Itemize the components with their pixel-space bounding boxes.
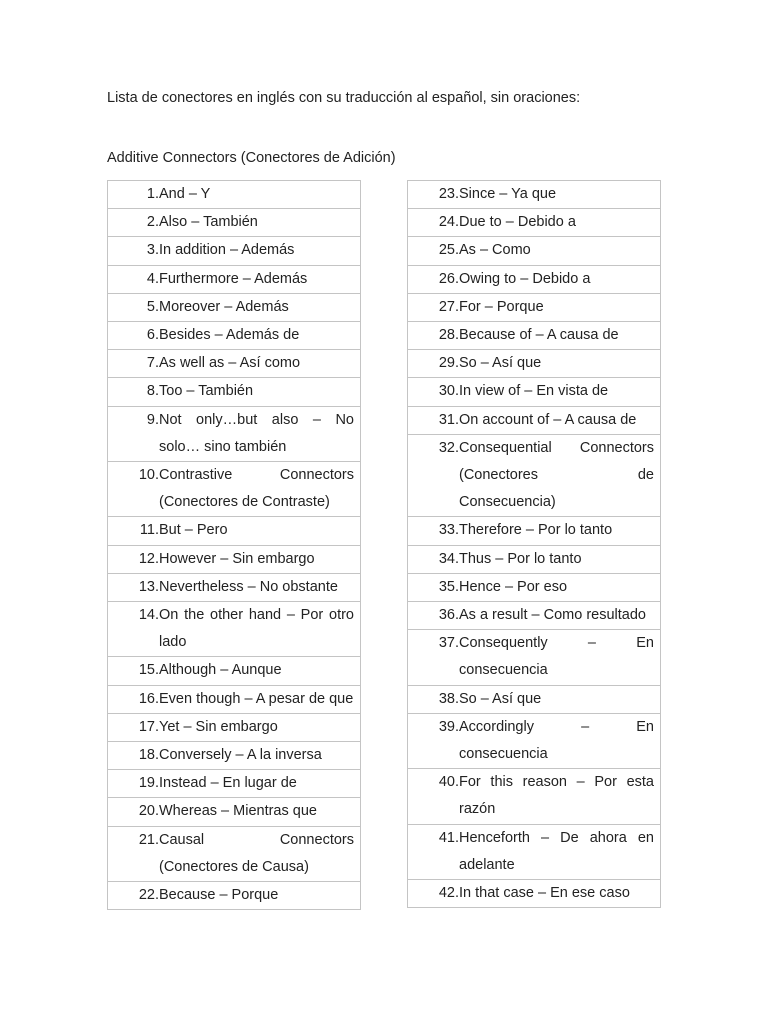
item-text: On the other hand – Por otro lado [159,607,354,651]
item-text: Since – Ya que [459,186,557,202]
item-number: 5. [146,298,159,315]
item-text: As a result – Como resultado [459,607,646,624]
item-number: 17. [138,718,159,735]
list-item [108,322,360,350]
list-item [108,714,360,742]
item-text: Due to – Debido a [459,214,576,231]
item-text: Thus – Por lo tanto [459,550,582,567]
list-item [408,546,660,574]
item-text: Not only…but also – No solo… sino también [159,411,354,455]
item-number: 33. [438,522,459,539]
list-item [108,209,360,237]
item-text: For this reason – Por esta razón [459,774,654,818]
list-item [408,266,660,294]
list-item [408,181,660,209]
list-item [108,686,360,714]
item-number: 42. [438,885,459,902]
item-number: 4. [146,270,159,287]
item-number: 8. [146,383,159,400]
item-number: 2. [146,214,159,231]
item-text: Because of – A causa de [459,327,619,344]
section-title: Additive Connectors (Conectores de Adición) [107,150,396,166]
item-number: 26. [438,270,459,287]
item-number: 25. [438,242,459,259]
item-text: Too – También [159,383,254,400]
list-item [108,602,360,657]
item-number: 19. [138,775,159,792]
list-item [108,827,360,882]
item-text: Instead – En lugar de [159,775,297,792]
item-text: However – Sin embargo [159,550,315,567]
item-number: 23. [438,186,459,202]
item-number: 35. [438,578,459,595]
item-text: Accordingly – En consecuencia [459,718,654,763]
item-text: In view of – En vista de [459,383,609,400]
list-item [108,378,360,406]
item-number: 32. [438,439,459,456]
item-number: 36. [438,607,459,624]
list-item [108,742,360,770]
list-item [108,798,360,826]
list-item [408,769,660,824]
item-number: 16. [138,690,159,707]
item-text: In addition – Además [159,242,295,259]
list-item [408,322,660,350]
intro-text: Lista de conectores en inglés con su traducción al español, sin oraciones: [107,90,581,106]
item-text: Nevertheless – No obstante [159,578,338,595]
item-text: Causal Connectors (Conectores de Causa) [159,831,354,875]
list-item [108,407,360,462]
list-item [408,517,660,545]
list-item [408,294,660,322]
item-text: Consequently – En consecuencia [459,635,654,679]
list-item [108,462,360,517]
item-text: Whereas – Mientras que [159,803,317,820]
item-text: Even though – A pesar de que [159,690,354,707]
item-number: 14. [138,607,159,624]
item-number: 38. [438,690,459,707]
item-text: Henceforth – De ahora en adelante [459,829,654,873]
list-item [408,237,660,265]
item-text: Because – Porque [159,887,279,904]
list-item [108,350,360,378]
list-item [108,574,360,602]
list-item [408,378,660,406]
item-number: 10. [138,467,159,484]
item-number: 7. [146,355,159,372]
list-item [108,294,360,322]
item-number: 6. [146,327,159,344]
item-text: Moreover – Además [159,298,289,315]
item-text: And – Y [159,186,211,202]
list-item [108,517,360,545]
list-item [408,435,660,518]
item-number: 40. [438,774,459,791]
item-number: 18. [138,747,159,764]
connectors-table-right [407,180,661,908]
item-text: So – Así que [459,355,542,372]
item-number: 1. [146,186,159,202]
item-number: 20. [138,803,159,820]
item-number: 28. [438,327,459,344]
item-number: 11. [139,522,159,539]
item-number: 39. [438,718,459,735]
item-number: 37. [438,635,459,652]
list-item [408,630,660,685]
list-item [108,546,360,574]
item-text: On account of – A causa de [459,411,637,428]
item-text: Consequential Connectors (Conectores de Consecuencia) [459,439,654,511]
item-number: 12. [138,550,159,567]
item-text: As well as – Así como [159,355,301,372]
item-number: 30. [438,383,459,400]
list-item [408,880,660,908]
list-item [408,686,660,714]
item-text: Yet – Sin embargo [159,718,278,735]
item-number: 41. [438,829,459,846]
item-number: 29. [438,355,459,372]
list-item [408,602,660,630]
item-text: As – Como [459,242,531,259]
item-text: Therefore – Por lo tanto [459,522,613,539]
item-text: Furthermore – Además [159,270,308,287]
list-item [108,181,360,209]
item-number: 9. [146,411,159,428]
item-text: But – Pero [159,522,228,539]
item-text: For – Porque [459,298,544,315]
list-item [408,574,660,602]
item-text: In that case – En ese caso [459,885,630,902]
item-number: 13. [138,578,159,595]
list-item [408,209,660,237]
item-text: Hence – Por eso [459,578,568,595]
list-item [408,714,660,769]
item-number: 34. [438,550,459,567]
item-number: 27. [438,298,459,315]
item-number: 22. [138,887,159,904]
item-text: Besides – Además de [159,327,300,344]
list-item [108,237,360,265]
item-number: 31. [438,411,459,428]
item-number: 24. [438,214,459,231]
item-text: Owing to – Debido a [459,270,591,287]
item-text: Although – Aunque [159,662,282,679]
list-item [108,770,360,798]
item-text: Contrastive Connectors (Conectores de Contraste) [159,467,354,511]
item-text: So – Así que [459,690,542,707]
list-item [108,882,360,910]
item-number: 3. [146,242,159,259]
list-item [408,407,660,435]
list-item [108,657,360,685]
connectors-table-left [107,180,361,910]
item-text: Also – También [159,214,258,231]
item-number: 15. [138,662,159,679]
list-item [408,825,660,880]
item-number: 21. [138,831,159,848]
item-text: Conversely – A la inversa [159,747,322,764]
list-item [408,350,660,378]
list-item [108,266,360,294]
